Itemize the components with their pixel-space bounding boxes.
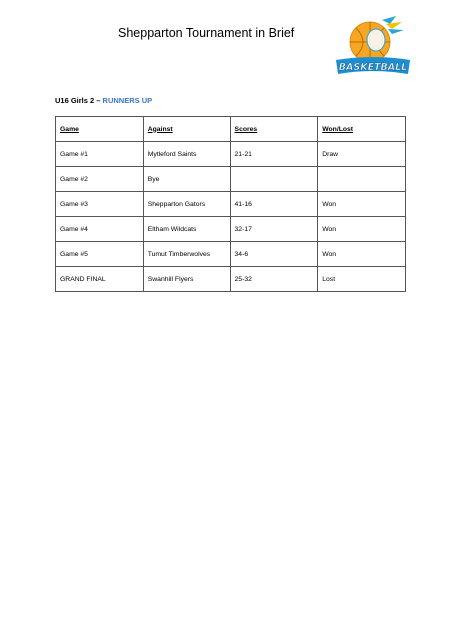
cell-game: Game #1: [56, 142, 144, 167]
cell-game: Game #4: [56, 217, 144, 242]
cell-result: Won: [318, 242, 406, 267]
cell-result: Won: [318, 192, 406, 217]
header-won-lost: Won/Lost: [318, 117, 406, 142]
cell-against: Eltham Wildcats: [143, 217, 230, 242]
page-title: Shepparton Tournament in Brief: [118, 26, 295, 40]
section-heading: [55, 96, 152, 105]
cell-score: 41-16: [230, 192, 318, 217]
table-row: [56, 142, 406, 167]
cell-game: GRAND FINAL: [56, 267, 144, 292]
cell-result: Won: [318, 217, 406, 242]
table-row: [56, 242, 406, 267]
cell-against: Mytleford Saints: [143, 142, 230, 167]
cell-game: Game #2: [56, 167, 144, 192]
cell-score: 25-32: [230, 267, 318, 292]
cell-result: Draw: [318, 142, 406, 167]
heading-result: RUNNERS UP: [102, 96, 153, 105]
logo-text: BASKETBALL: [338, 62, 408, 73]
table-row: [56, 192, 406, 217]
heading-team: U16 Girls 2 –: [55, 96, 103, 105]
basketball-logo-icon: [332, 14, 414, 82]
cell-score: [230, 167, 318, 192]
cell-against: Shepparton Gators: [143, 192, 230, 217]
cell-score: 34-6: [230, 242, 318, 267]
cell-against: Bye: [143, 167, 230, 192]
table-row: [56, 167, 406, 192]
cell-score: 21-21: [230, 142, 318, 167]
table-header-row: [56, 117, 406, 142]
cell-against: Swanhill Flyers: [143, 267, 230, 292]
table-row: [56, 217, 406, 242]
cell-against: Tumut Timberwolves: [143, 242, 230, 267]
cell-result: Lost: [318, 267, 406, 292]
table-row: [56, 267, 406, 292]
header-against: Against: [143, 117, 230, 142]
cell-game: Game #3: [56, 192, 144, 217]
cell-game: Game #5: [56, 242, 144, 267]
cell-result: [318, 167, 406, 192]
results-table: [55, 116, 406, 292]
cell-score: 32-17: [230, 217, 318, 242]
header-game: Game: [56, 117, 144, 142]
header-scores: Scores: [230, 117, 318, 142]
